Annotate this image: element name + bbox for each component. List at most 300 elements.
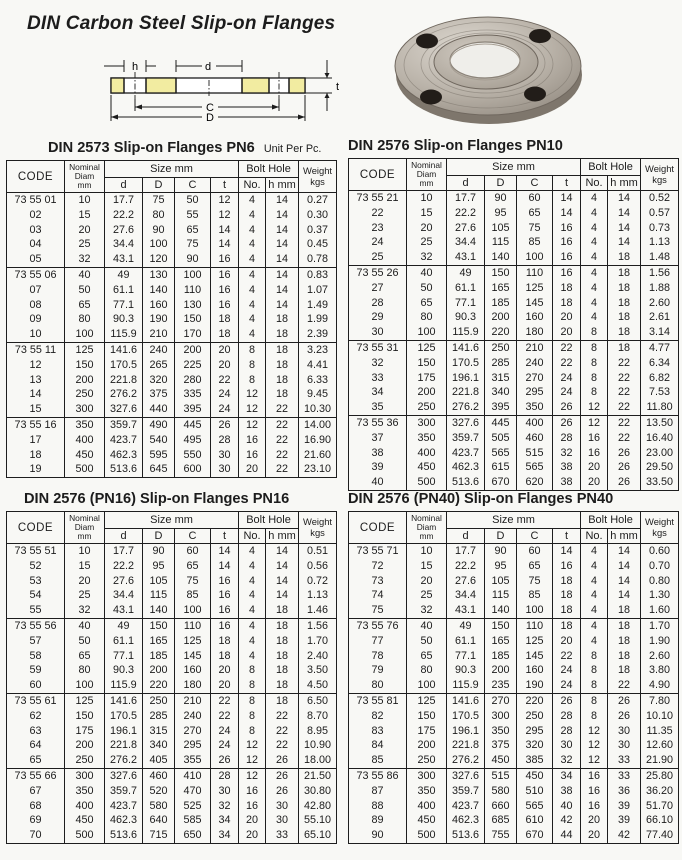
cell-size-D: 95 [143, 559, 175, 574]
table-row [7, 724, 337, 739]
cell-weight: 21.90 [641, 753, 679, 768]
cell-bolt-h-mm: 14 [266, 544, 299, 559]
cell-weight: 4.41 [299, 358, 337, 373]
cell-bolt-h-mm: 30 [266, 799, 299, 814]
cell-size-d: 22.2 [447, 206, 485, 221]
cell-size-D: 595 [143, 448, 175, 463]
flange-body [111, 78, 305, 93]
cell-code: 73 55 81 [349, 693, 407, 708]
table-row [349, 813, 679, 828]
table-row [7, 634, 337, 649]
cell-code: 82 [349, 709, 407, 724]
cell-size-t: 26 [553, 415, 581, 430]
cell-nominal-diam: 65 [407, 649, 447, 664]
cell-size-d: 90.3 [105, 312, 143, 327]
cell-size-d: 170.5 [447, 709, 485, 724]
col-header-size-t: t [211, 178, 239, 193]
cell-bolt-h-mm: 18 [608, 340, 641, 355]
table-host-pn6 [6, 160, 334, 478]
cell-weight: 1.30 [641, 588, 679, 603]
cell-bolt-h-mm: 26 [266, 753, 299, 768]
table-row [349, 415, 679, 430]
cell-size-C: 100 [175, 603, 211, 618]
cell-nominal-diam: 40 [65, 267, 105, 282]
cell-size-t: 24 [211, 402, 239, 417]
cell-size-D: 520 [143, 784, 175, 799]
cell-bolt-h-mm: 22 [608, 371, 641, 386]
cell-nominal-diam: 80 [407, 310, 447, 325]
cell-weight: 16.90 [299, 433, 337, 448]
cell-size-d: 27.6 [447, 221, 485, 236]
cell-bolt-no: 4 [581, 206, 608, 221]
cell-size-t: 20 [211, 358, 239, 373]
cell-code: 59 [7, 663, 65, 678]
cell-code: 73 55 31 [349, 340, 407, 355]
cell-bolt-no: 4 [239, 559, 266, 574]
cell-size-D: 715 [143, 828, 175, 843]
cell-code: 75 [349, 603, 407, 618]
table-row [349, 634, 679, 649]
cell-bolt-h-mm: 42 [608, 828, 641, 843]
cell-weight: 3.50 [299, 663, 337, 678]
cell-bolt-no: 16 [239, 784, 266, 799]
cell-code: 09 [7, 312, 65, 327]
cell-weight: 29.50 [641, 460, 679, 475]
cell-code: 53 [7, 574, 65, 589]
cell-bolt-no: 4 [581, 191, 608, 206]
cell-size-d: 90.3 [447, 310, 485, 325]
table-row [7, 448, 337, 463]
cell-bolt-no: 4 [581, 634, 608, 649]
cell-code: 73 55 01 [7, 193, 65, 208]
cell-bolt-h-mm: 33 [608, 768, 641, 783]
cell-weight: 7.80 [641, 693, 679, 708]
col-header-code: CODE [7, 161, 65, 193]
cell-size-C: 160 [517, 310, 553, 325]
cell-size-t: 16 [553, 559, 581, 574]
cell-code: 68 [7, 799, 65, 814]
cell-bolt-no: 12 [581, 753, 608, 768]
cell-size-t: 26 [553, 693, 581, 708]
cell-bolt-h-mm: 26 [266, 768, 299, 783]
cell-bolt-h-mm: 14 [266, 298, 299, 313]
cell-size-d: 115.9 [105, 678, 143, 693]
cell-size-d: 141.6 [447, 693, 485, 708]
table-row [349, 693, 679, 708]
cell-weight: 8.70 [299, 709, 337, 724]
cell-nominal-diam: 125 [65, 693, 105, 708]
cell-size-t: 34 [211, 828, 239, 843]
cell-size-C: 270 [175, 724, 211, 739]
cell-size-d: 17.7 [105, 544, 143, 559]
cell-nominal-diam: 20 [407, 574, 447, 589]
cell-bolt-h-mm: 18 [608, 281, 641, 296]
cell-code: 73 55 36 [349, 415, 407, 430]
cell-size-C: 470 [175, 784, 211, 799]
cell-size-C: 145 [517, 649, 553, 664]
cell-size-t: 38 [553, 475, 581, 490]
table-header [349, 159, 679, 191]
cell-size-C: 355 [175, 753, 211, 768]
cell-bolt-no: 4 [239, 283, 266, 298]
cell-code: 54 [7, 588, 65, 603]
cell-nominal-diam: 125 [407, 693, 447, 708]
cell-size-C: 270 [517, 371, 553, 386]
cell-weight: 1.88 [641, 281, 679, 296]
cell-size-D: 90 [485, 544, 517, 559]
table-row [349, 574, 679, 589]
cell-bolt-no: 8 [581, 678, 608, 693]
cell-weight: 8.95 [299, 724, 337, 739]
cell-size-d: 49 [447, 265, 485, 280]
dimension-label-t: t [336, 81, 340, 93]
cell-size-t: 14 [211, 544, 239, 559]
cell-size-t: 28 [211, 768, 239, 783]
cell-weight: 1.70 [641, 618, 679, 633]
cell-size-t: 22 [553, 340, 581, 355]
cell-size-D: 580 [143, 799, 175, 814]
cell-size-C: 335 [175, 387, 211, 402]
col-header-size-d: d [105, 178, 143, 193]
cell-bolt-h-mm: 22 [608, 415, 641, 430]
cell-size-C: 180 [175, 678, 211, 693]
col-header-size-C: C [175, 178, 211, 193]
cell-size-C: 600 [175, 462, 211, 477]
cell-nominal-diam: 65 [65, 649, 105, 664]
cell-weight: 33.50 [641, 475, 679, 490]
cell-bolt-no: 8 [581, 371, 608, 386]
table-row [7, 768, 337, 783]
table-row [349, 709, 679, 724]
cell-bolt-no: 8 [581, 663, 608, 678]
cell-bolt-h-mm: 18 [266, 693, 299, 708]
cell-nominal-diam: 200 [407, 738, 447, 753]
cell-size-C: 145 [175, 649, 211, 664]
cell-size-t: 12 [211, 208, 239, 223]
cell-bolt-h-mm: 18 [608, 649, 641, 664]
cell-code: 70 [7, 828, 65, 843]
cell-size-C: 75 [517, 221, 553, 236]
flange-cross-section-diagram [98, 50, 350, 142]
cell-code: 73 55 21 [349, 191, 407, 206]
table-row [349, 356, 679, 371]
table-row [7, 618, 337, 633]
cell-bolt-h-mm: 22 [266, 709, 299, 724]
cell-size-d: 423.7 [105, 433, 143, 448]
cell-size-t: 24 [211, 738, 239, 753]
cell-bolt-no: 4 [581, 559, 608, 574]
table-row [349, 206, 679, 221]
cell-code: 73 55 06 [7, 267, 65, 282]
cell-size-C: 110 [175, 618, 211, 633]
cell-code: 27 [349, 281, 407, 296]
table-body [7, 544, 337, 844]
cell-nominal-diam: 32 [407, 603, 447, 618]
table-row [7, 327, 337, 342]
cell-code: 69 [7, 813, 65, 828]
cell-bolt-no: 20 [581, 460, 608, 475]
cell-bolt-h-mm: 18 [266, 342, 299, 357]
cell-size-t: 24 [553, 385, 581, 400]
flange-spec-table [348, 511, 679, 844]
cell-bolt-no: 4 [239, 327, 266, 342]
cell-nominal-diam: 10 [65, 193, 105, 208]
cell-bolt-no: 20 [581, 828, 608, 843]
cell-size-t: 18 [553, 618, 581, 633]
table-row [7, 283, 337, 298]
table-row [7, 753, 337, 768]
cell-nominal-diam: 500 [65, 828, 105, 843]
cell-bolt-h-mm: 18 [266, 634, 299, 649]
cell-size-d: 61.1 [447, 634, 485, 649]
cell-size-D: 190 [143, 312, 175, 327]
cell-bolt-h-mm: 39 [608, 813, 641, 828]
cell-nominal-diam: 450 [407, 813, 447, 828]
table-row [7, 709, 337, 724]
cell-size-C: 650 [175, 828, 211, 843]
cell-nominal-diam: 350 [65, 784, 105, 799]
cell-size-d: 27.6 [105, 574, 143, 589]
cell-bolt-h-mm: 22 [608, 385, 641, 400]
col-header-size-C: C [517, 176, 553, 191]
header-row [7, 161, 337, 178]
cell-size-t: 16 [211, 252, 239, 267]
cell-size-D: 185 [143, 649, 175, 664]
cell-bolt-h-mm: 22 [266, 462, 299, 477]
cell-bolt-no: 8 [581, 340, 608, 355]
highlight-mid-left [146, 78, 176, 93]
cell-bolt-h-mm: 18 [608, 325, 641, 340]
cell-weight: 0.83 [299, 267, 337, 282]
cell-weight: 21.60 [299, 448, 337, 463]
cell-size-C: 670 [517, 828, 553, 843]
cell-bolt-no: 16 [581, 768, 608, 783]
cell-size-C: 130 [175, 298, 211, 313]
cell-nominal-diam: 300 [65, 768, 105, 783]
cell-nominal-diam: 175 [407, 371, 447, 386]
table-row [7, 208, 337, 223]
cell-size-t: 32 [553, 753, 581, 768]
cell-bolt-h-mm: 18 [608, 603, 641, 618]
cell-size-D: 660 [485, 799, 517, 814]
flange-photo-svg [388, 5, 595, 132]
cell-size-C: 295 [517, 724, 553, 739]
col-header-size-d: d [447, 176, 485, 191]
cell-code: 55 [7, 603, 65, 618]
cell-weight: 65.10 [299, 828, 337, 843]
dimension-label-d: d [205, 61, 212, 73]
header-row [349, 512, 679, 529]
table-row [349, 618, 679, 633]
cell-weight: 0.78 [299, 252, 337, 267]
cell-weight: 77.40 [641, 828, 679, 843]
cell-size-D: 200 [485, 310, 517, 325]
cell-size-C: 395 [175, 402, 211, 417]
cell-size-t: 14 [553, 544, 581, 559]
cell-size-D: 115 [485, 235, 517, 250]
cell-bolt-h-mm: 22 [266, 417, 299, 432]
cell-code: 07 [7, 283, 65, 298]
cell-bolt-no: 8 [239, 373, 266, 388]
cell-size-t: 26 [211, 753, 239, 768]
cell-weight: 12.60 [641, 738, 679, 753]
cell-nominal-diam: 150 [407, 709, 447, 724]
cell-size-D: 95 [485, 559, 517, 574]
cell-bolt-no: 4 [239, 267, 266, 282]
cell-bolt-h-mm: 18 [266, 618, 299, 633]
cell-bolt-h-mm: 22 [608, 678, 641, 693]
cell-size-t: 18 [553, 574, 581, 589]
cell-size-D: 165 [143, 634, 175, 649]
cell-weight: 3.80 [641, 663, 679, 678]
cell-size-C: 60 [517, 544, 553, 559]
cell-size-d: 170.5 [105, 709, 143, 724]
cell-size-D: 645 [143, 462, 175, 477]
cell-size-d: 61.1 [105, 634, 143, 649]
cell-bolt-no: 4 [239, 603, 266, 618]
cell-code: 52 [7, 559, 65, 574]
cell-bolt-no: 12 [239, 402, 266, 417]
cell-size-t: 16 [553, 221, 581, 236]
cell-size-d: 49 [105, 267, 143, 282]
col-header-bolt-h-mm: h mm [266, 178, 299, 193]
section-pn40 [348, 491, 678, 844]
table-row [7, 544, 337, 559]
cell-nominal-diam: 175 [407, 724, 447, 739]
cell-nominal-diam: 80 [65, 312, 105, 327]
col-header-size-D: D [485, 176, 517, 191]
cell-bolt-no: 4 [239, 574, 266, 589]
cell-nominal-diam: 400 [407, 446, 447, 461]
cell-bolt-h-mm: 33 [608, 753, 641, 768]
table-body [7, 193, 337, 478]
cell-size-t: 22 [553, 649, 581, 664]
cell-size-d: 22.2 [105, 208, 143, 223]
table-row [7, 373, 337, 388]
cell-size-t: 44 [553, 828, 581, 843]
cell-code: 87 [349, 784, 407, 799]
cell-code: 32 [349, 356, 407, 371]
cell-size-D: 185 [485, 296, 517, 311]
cell-size-D: 320 [143, 373, 175, 388]
col-header-size-t: t [211, 529, 239, 544]
cell-size-t: 22 [211, 709, 239, 724]
cell-size-t: 38 [553, 460, 581, 475]
table-host-pn16 [6, 511, 334, 844]
cell-nominal-diam: 10 [407, 544, 447, 559]
cell-bolt-no: 8 [239, 724, 266, 739]
cell-size-D: 200 [485, 663, 517, 678]
cell-size-t: 28 [553, 431, 581, 446]
cell-nominal-diam: 500 [65, 462, 105, 477]
cell-bolt-no: 12 [239, 387, 266, 402]
cell-size-d: 17.7 [105, 193, 143, 208]
cell-bolt-no: 12 [581, 738, 608, 753]
cell-size-D: 140 [485, 250, 517, 265]
col-header-nominal-diam: Nominal Diam mm [407, 159, 447, 191]
cell-size-d: 49 [105, 618, 143, 633]
col-group-bolt-hole: Bolt Hole [581, 512, 641, 529]
cell-nominal-diam: 65 [65, 298, 105, 313]
cell-weight: 21.50 [299, 768, 337, 783]
cell-weight: 4.50 [299, 678, 337, 693]
cell-size-t: 30 [211, 462, 239, 477]
cell-size-d: 462.3 [105, 448, 143, 463]
cell-nominal-diam: 25 [65, 237, 105, 252]
col-header-bolt-no: No. [239, 178, 266, 193]
col-header-bolt-no: No. [581, 529, 608, 544]
cell-code: 08 [7, 298, 65, 313]
cell-size-D: 450 [485, 753, 517, 768]
cell-code: 80 [349, 678, 407, 693]
cell-size-t: 28 [553, 724, 581, 739]
col-header-bolt-no: No. [239, 529, 266, 544]
cell-weight: 0.45 [299, 237, 337, 252]
section-pn10 [348, 138, 678, 491]
cell-nominal-diam: 125 [65, 342, 105, 357]
cell-size-t: 16 [211, 588, 239, 603]
cell-size-d: 327.6 [447, 768, 485, 783]
table-row [7, 828, 337, 843]
cell-bolt-h-mm: 22 [266, 402, 299, 417]
cell-nominal-diam: 400 [407, 799, 447, 814]
cell-code: 73 55 76 [349, 618, 407, 633]
cell-size-d: 34.4 [447, 588, 485, 603]
table-row [7, 358, 337, 373]
cell-code: 34 [349, 385, 407, 400]
cell-bolt-no: 8 [239, 663, 266, 678]
cell-size-d: 34.4 [447, 235, 485, 250]
table-row [7, 649, 337, 664]
table-row [349, 221, 679, 236]
col-group-size-mm: Size mm [447, 512, 581, 529]
cell-size-C: 585 [175, 813, 211, 828]
table-host-pn40 [348, 511, 678, 844]
cell-code: 05 [7, 252, 65, 267]
table-row [349, 296, 679, 311]
cell-code: 10 [7, 327, 65, 342]
cell-bolt-h-mm: 14 [266, 237, 299, 252]
col-header-bolt-h-mm: h mm [608, 529, 641, 544]
cell-nominal-diam: 100 [65, 327, 105, 342]
cell-size-C: 160 [175, 663, 211, 678]
cell-nominal-diam: 65 [407, 296, 447, 311]
cell-nominal-diam: 250 [407, 400, 447, 415]
cell-size-d: 276.2 [105, 387, 143, 402]
table-row [7, 663, 337, 678]
cell-size-t: 18 [211, 312, 239, 327]
cell-nominal-diam: 40 [65, 618, 105, 633]
cell-size-d: 327.6 [447, 415, 485, 430]
cell-code: 39 [349, 460, 407, 475]
cell-size-d: 221.8 [447, 385, 485, 400]
cell-bolt-h-mm: 14 [608, 206, 641, 221]
cell-weight: 2.60 [641, 649, 679, 664]
cell-nominal-diam: 50 [407, 281, 447, 296]
cell-size-t: 18 [553, 603, 581, 618]
cell-size-t: 14 [211, 559, 239, 574]
cell-bolt-h-mm: 22 [266, 433, 299, 448]
cell-bolt-no: 16 [581, 799, 608, 814]
cell-bolt-no: 4 [581, 603, 608, 618]
cell-bolt-h-mm: 18 [266, 327, 299, 342]
cell-size-d: 462.3 [447, 460, 485, 475]
cell-code: 33 [349, 371, 407, 386]
cell-size-t: 18 [553, 588, 581, 603]
cell-bolt-h-mm: 22 [266, 724, 299, 739]
cell-code: 73 55 66 [7, 768, 65, 783]
cell-size-d: 77.1 [447, 649, 485, 664]
